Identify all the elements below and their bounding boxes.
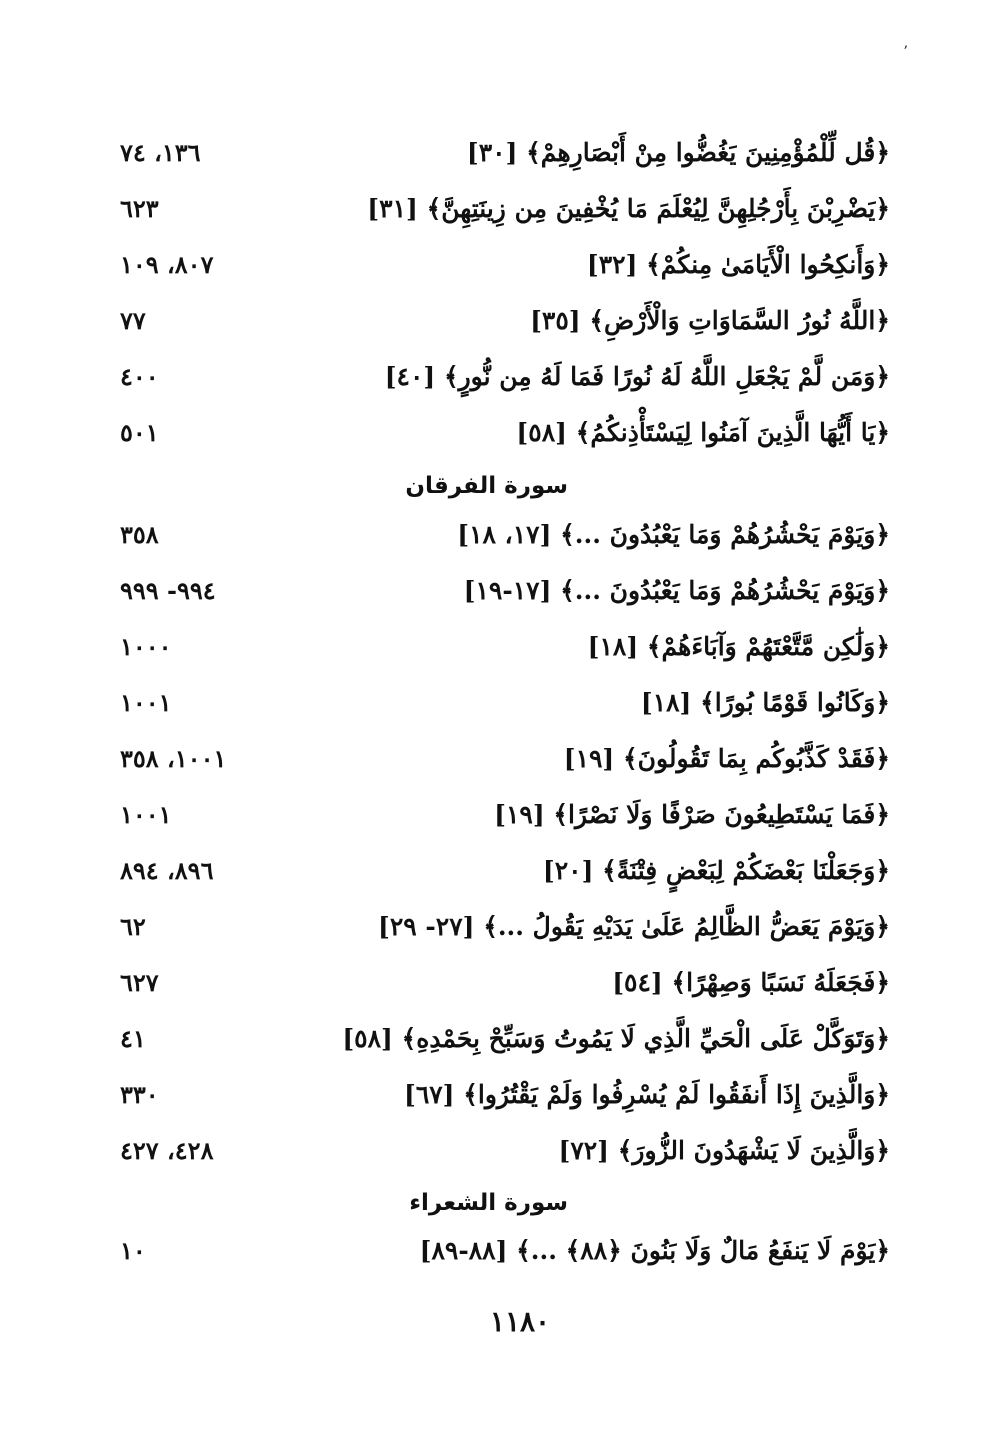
index-entry (110, 904, 890, 950)
verse-text: ﴿يَضْرِبْنَ بِأَرْجُلِهِنَّ لِيُعْلَمَ مَا يُخْفِينَ مِن زِينَتِهِنَّ﴾ [٣١] (367, 194, 890, 223)
verse-text: ﴿قُل لِّلْمُؤْمِنِينَ يَغُضُّوا مِنْ أَبْصَارِهِمْ﴾ [٣٠] (466, 138, 890, 167)
page-references: ٤٢٨، ٤٢٧ (120, 1136, 214, 1165)
index-entry (110, 1072, 890, 1118)
verse-reference: [٣١] (367, 194, 418, 223)
verse-reference: [١٨] (640, 688, 692, 717)
verse-reference: [٢٧- ٢٩] (377, 912, 475, 941)
index-entry (110, 1128, 890, 1174)
page-number: ١١٨٠ (489, 1305, 551, 1338)
page-references: ١٠ (120, 1236, 146, 1265)
index-entry (110, 1016, 890, 1062)
page-references: ٤٠٠ (120, 362, 159, 391)
verse-text: ﴿فَجَعَلَهُ نَسَبًا وَصِهْرًا﴾ [٥٤] (612, 968, 890, 997)
index-entry (110, 568, 890, 614)
index-entry (110, 130, 890, 176)
index-entry (110, 624, 890, 670)
verse-text: ﴿وَيَوْمَ يَحْشُرُهُمْ وَمَا يَعْبُدُونَ ...﴾ [١٧-١٩] (463, 576, 890, 605)
verse-reference: [٥٤] (612, 968, 663, 997)
index-entry (110, 848, 890, 894)
verse-reference: [٥٨] (516, 418, 567, 447)
surah-heading: سورة الفرقان (405, 473, 568, 499)
verse-text: ﴿وَيَوْمَ يَعَضُّ الظَّالِمُ عَلَىٰ يَدَيْهِ يَقُولُ ...﴾ [٢٧- ٢٩] (377, 912, 890, 941)
index-entry (110, 1228, 890, 1274)
page-references: ٦٢ (120, 912, 146, 941)
verse-text: ﴿وَيَوْمَ يَحْشُرُهُمْ وَمَا يَعْبُدُونَ ...﴾ [١٧، ١٨] (457, 520, 890, 549)
verse-text: ﴿يَوْمَ لَا يَنفَعُ مَالٌ وَلَا بَنُونَ ﴿٨٨﴾ ...﴾ [٨٨-٨٩] (419, 1236, 890, 1265)
verse-reference: [١٩] (563, 744, 615, 773)
page-references: ١٣٦، ٧٤ (120, 138, 201, 167)
verse-reference: [٢٠] (542, 856, 594, 885)
page-references: ١٠٠٠ (120, 632, 172, 661)
verse-text: ﴿وَتَوَكَّلْ عَلَى الْحَيِّ الَّذِي لَا يَمُوتُ وَسَبِّحْ بِحَمْدِهِ﴾ [٥٨] (342, 1024, 890, 1053)
surah-heading: سورة الشعراء (409, 1190, 568, 1216)
page-references: ٦٢٣ (120, 194, 159, 223)
index-entry (110, 736, 890, 782)
index-entry (110, 186, 890, 232)
page-references: ٨٠٧، ١٠٩ (120, 250, 214, 279)
verse-text: ﴿فَمَا يَسْتَطِيعُونَ صَرْفًا وَلَا نَصْرًا﴾ [١٩] (494, 800, 890, 829)
index-entry (110, 410, 890, 456)
page-references: ٤١ (120, 1024, 146, 1053)
page-references: ٨٩٦، ٨٩٤ (120, 856, 214, 885)
page-references: ٥٠١ (120, 418, 159, 447)
page-references: ١٠٠١، ٣٥٨ (120, 744, 227, 773)
verse-reference: [٨٨-٨٩] (419, 1236, 508, 1265)
index-entry (110, 354, 890, 400)
verse-text: ﴿يَا أَيُّهَا الَّذِينَ آمَنُوا لِيَسْتَأْذِنكُمُ﴾ [٥٨] (516, 418, 890, 447)
verse-text: ﴿وَالَّذِينَ لَا يَشْهَدُونَ الزُّورَ﴾ [٧٢] (558, 1136, 890, 1165)
verse-reference: [٣٢] (586, 250, 638, 279)
verse-text: ﴿وَكَانُوا قَوْمًا بُورًا﴾ [١٨] (640, 688, 890, 717)
corner-mark: ʼ (903, 44, 908, 60)
index-entry (110, 792, 890, 838)
verse-reference: [١٩] (494, 800, 545, 829)
page-references: ٧٧ (120, 306, 146, 335)
page-references: ١٠٠١ (120, 688, 172, 717)
verse-reference: [٣٥] (530, 306, 581, 335)
index-entry (110, 512, 890, 558)
page-references: ٣٣٠ (120, 1080, 159, 1109)
page-references: ٩٩٤- ٩٩٩ (120, 576, 216, 605)
index-entry (110, 960, 890, 1006)
verse-text: ﴿وَلَٰكِن مَّتَّعْتَهُمْ وَآبَاءَهُمْ﴾ [١٨] (587, 632, 890, 661)
verse-reference: [١٧، ١٨] (457, 520, 552, 549)
verse-text: ﴿اللَّهُ نُورُ السَّمَاوَاتِ وَالْأَرْضِ﴾ [٣٥] (530, 306, 890, 335)
page-references: ٣٥٨ (120, 520, 159, 549)
verse-reference: [٥٨] (342, 1024, 393, 1053)
verse-reference: [٧٢] (558, 1136, 610, 1165)
verse-reference: [٣٠] (466, 138, 518, 167)
verse-reference: [١٧-١٩] (463, 576, 552, 605)
verse-reference: [٦٧] (403, 1080, 455, 1109)
index-entry (110, 680, 890, 726)
page-references: ٦٢٧ (120, 968, 159, 997)
index-entry (110, 242, 890, 288)
verse-text: ﴿فَقَدْ كَذَّبُوكُم بِمَا تَقُولُونَ﴾ [١٩] (563, 744, 890, 773)
verse-reference: [١٨] (587, 632, 639, 661)
page-references: ١٠٠١ (120, 800, 172, 829)
verse-text: ﴿وَمَن لَّمْ يَجْعَلِ اللَّهُ لَهُ نُورًا فَمَا لَهُ مِن نُّورٍ﴾ [٤٠] (384, 362, 890, 391)
index-entry (110, 298, 890, 344)
verse-text: ﴿وَجَعَلْنَا بَعْضَكُمْ لِبَعْضٍ فِتْنَةً﴾ [٢٠] (542, 856, 890, 885)
verse-reference: [٤٠] (384, 362, 436, 391)
verse-text: ﴿وَأَنكِحُوا الْأَيَامَىٰ مِنكُمْ﴾ [٣٢] (586, 250, 890, 279)
verse-text: ﴿وَالَّذِينَ إِذَا أَنفَقُوا لَمْ يُسْرِفُوا وَلَمْ يَقْتُرُوا﴾ [٦٧] (403, 1080, 890, 1109)
